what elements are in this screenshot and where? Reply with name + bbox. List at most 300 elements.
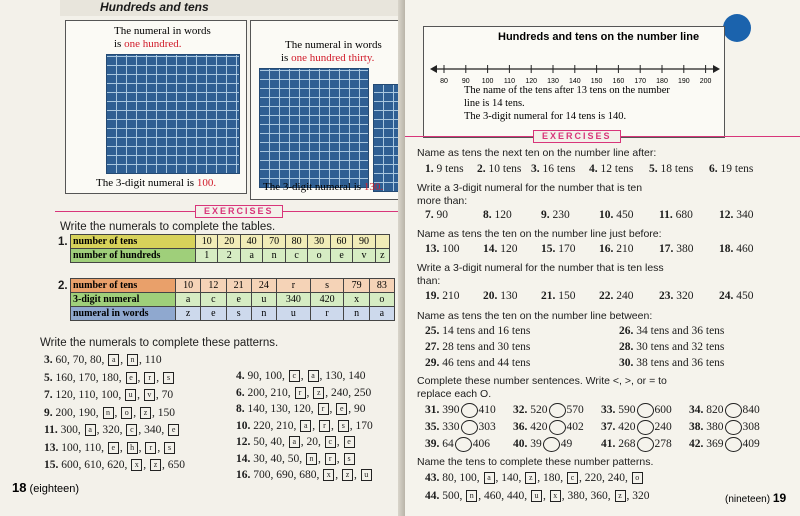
number-line-label: 160 [612, 78, 625, 85]
pattern-text: 200, 190, [55, 406, 102, 419]
answer-box: a [289, 436, 300, 448]
panel1-caption [96, 177, 216, 189]
table1-cell-empty [375, 235, 389, 249]
answer-box: a [108, 354, 119, 366]
item-number: 1. [425, 163, 437, 175]
exercise-item [709, 163, 753, 175]
panel1-line2-prefix: is [114, 38, 125, 50]
item-number: 34. [689, 404, 707, 417]
left-footer [12, 480, 79, 495]
item-number: 30. [619, 357, 637, 369]
pattern-text: 220, 210, [253, 419, 300, 432]
item-number: 35. [425, 421, 443, 434]
left-value: 820 [706, 404, 724, 417]
table1-cell: o [308, 249, 330, 263]
answer-box: z [140, 407, 151, 419]
item-value: 100 [442, 243, 460, 255]
separator: , [306, 386, 313, 399]
table1-cell: z [375, 249, 389, 263]
answer-box: c [126, 424, 137, 436]
pattern-tail: , 170 [349, 419, 373, 432]
exercise-instruction: Name the tens to complete these number patterns. [417, 456, 654, 468]
item-value: 19 tens [720, 163, 754, 175]
exercise-instruction: Name as tens the ten on the number line just before: [417, 228, 662, 240]
pattern-text: , 180, [537, 472, 566, 484]
item-value: 120 [500, 243, 518, 255]
item-number: 6. [709, 163, 721, 175]
table1-cell: v [353, 249, 375, 263]
item-value: 450 [616, 209, 634, 221]
table1-cell: e [330, 249, 352, 263]
exercise-item [599, 243, 634, 255]
item-number: 8. [236, 403, 248, 415]
table1-cell: c [285, 249, 307, 263]
left-value: 420 [618, 421, 636, 434]
number-line-label: 110 [503, 78, 515, 85]
right-value: 406 [472, 438, 490, 451]
answer-box: s [344, 453, 355, 465]
item-number: 31. [425, 404, 443, 417]
table2-cell: s [310, 279, 344, 293]
right-value: 402 [566, 421, 584, 434]
separator: , [114, 406, 121, 419]
exercise-item [659, 209, 693, 221]
item-number: 23. [659, 290, 677, 302]
pattern-item [44, 354, 162, 366]
exercise-item [477, 163, 521, 175]
item-number: 26. [619, 325, 637, 337]
table1-row-hundreds [71, 249, 390, 263]
separator: , [157, 441, 164, 454]
number-line-label: 130 [547, 78, 559, 85]
item-value: 10 tens [488, 163, 522, 175]
pattern-item [425, 490, 650, 502]
comparison-item [425, 403, 496, 418]
right-value: 409 [742, 438, 760, 451]
pattern-item [44, 459, 185, 471]
item-value: 210 [616, 243, 634, 255]
comparison-item [513, 437, 572, 452]
item-value: 240 [616, 290, 634, 302]
exercise-item [619, 357, 724, 369]
pattern-text: 60, 70, 80, [55, 354, 108, 366]
pattern-text: 80, 100, [442, 472, 483, 484]
number-line-label: 150 [590, 78, 603, 85]
table2-cell: x [344, 293, 369, 307]
exercise-item [425, 325, 530, 337]
panel2-line2 [281, 52, 374, 64]
item-number: 15. [541, 243, 559, 255]
answer-box: a [484, 472, 495, 484]
answer-box: z [525, 472, 536, 484]
item-number: 13. [425, 243, 443, 255]
answer-box: c [289, 370, 300, 382]
left-arrow-icon [430, 65, 437, 73]
nl-text-1: The name of the tens after 13 tens on the number [464, 85, 670, 96]
item-number: 43. [425, 472, 443, 484]
answer-box: z [313, 387, 324, 399]
table1-header-tens: number of tens [71, 235, 196, 249]
item-number: 40. [513, 438, 531, 451]
table2-cell: e [226, 293, 251, 307]
table1-cell: 1 [196, 249, 218, 263]
instruction-tables: Write the numerals to complete the tables. [60, 221, 276, 233]
item-number: 9. [541, 209, 553, 221]
item-number: 4. [236, 370, 248, 382]
item-number: 28. [619, 341, 637, 353]
comparison-item [601, 403, 672, 418]
item-number: 37. [601, 421, 619, 434]
right-footer [725, 491, 786, 505]
right-value: 308 [742, 421, 760, 434]
right-value: 303 [478, 421, 496, 434]
separator: , [312, 419, 318, 432]
number-line-panel [423, 26, 725, 138]
table2-cell: a [176, 293, 201, 307]
compare-circle [461, 403, 478, 418]
table1-cell: 80 [285, 235, 307, 249]
pattern-text: 160, 170, 180, [55, 371, 125, 384]
item-value: 14 tens and 16 tens [442, 325, 531, 337]
answer-box: n [466, 490, 477, 502]
compare-circle [455, 437, 472, 452]
item-number: 36. [513, 421, 531, 434]
pattern-item [44, 442, 176, 454]
item-number: 10. [236, 419, 254, 432]
pattern-text: 50, 40, [253, 436, 288, 448]
separator: , [156, 371, 162, 384]
right-page-title: Hundreds and tens on the number line [498, 31, 700, 43]
item-number: 42. [689, 438, 707, 451]
table1-row-tens [71, 235, 390, 249]
item-number: 18. [719, 243, 737, 255]
answer-box: h [127, 442, 138, 454]
pattern-item [236, 436, 356, 448]
answer-box: e [168, 424, 179, 436]
pattern-item [44, 389, 173, 401]
answer-box: s [164, 442, 175, 454]
exercise-item [541, 243, 576, 255]
table2-cell: e [201, 307, 226, 321]
table2-row-numeral [71, 293, 395, 307]
pattern-tail: , 130, 140 [319, 370, 366, 382]
answer-box: n [103, 407, 114, 419]
item-number: 9. [44, 406, 56, 419]
item-number: 33. [601, 404, 619, 417]
number-line [430, 55, 720, 87]
item-number: 8. [483, 209, 495, 221]
number-line-label: 170 [634, 78, 647, 85]
item-number: 29. [425, 357, 443, 369]
number-line-label: 180 [656, 78, 668, 85]
exercise-item [541, 209, 570, 221]
table2-number: 2. [58, 280, 68, 292]
exercise-item [659, 290, 694, 302]
item-number: 15. [44, 459, 62, 471]
table2-cell: z [176, 307, 201, 321]
table2-cell: u [277, 307, 311, 321]
item-number: 22. [599, 290, 617, 302]
pattern-tail: , 650 [162, 459, 185, 471]
answer-box: r [145, 442, 156, 454]
table1-cell: 70 [263, 235, 285, 249]
number-line-label: 120 [525, 78, 538, 85]
item-number: 4. [589, 163, 601, 175]
hundred-block-2 [259, 68, 369, 188]
item-number: 7. [44, 389, 56, 401]
right-value: 840 [742, 404, 760, 417]
right-value: 278 [654, 438, 672, 451]
table1-cell: n [263, 249, 285, 263]
item-value: 46 tens and 44 tens [442, 357, 531, 369]
pattern-text: , 140, [495, 472, 525, 484]
compare-circle [637, 420, 654, 435]
answer-box: n [306, 453, 317, 465]
answer-box: z [342, 469, 353, 481]
exercise-item [649, 163, 693, 175]
pattern-tail: , 90 [348, 403, 366, 415]
right-page-word: (nineteen) [725, 494, 771, 505]
comparison-item [513, 403, 584, 418]
pattern-item [236, 403, 366, 415]
right-value: 570 [566, 404, 584, 417]
exercise-item [531, 163, 575, 175]
exercise-item [425, 357, 530, 369]
compare-circle [461, 420, 478, 435]
item-number: 21. [541, 290, 559, 302]
panel2-highlight: one hundred thirty. [291, 52, 375, 64]
item-number: 14. [483, 243, 501, 255]
right-page-number: 19 [772, 491, 787, 505]
left-value: 64 [442, 438, 454, 451]
pattern-text: , [543, 490, 549, 502]
left-exercises-banner [55, 205, 400, 217]
answer-box: e [108, 442, 119, 454]
hundred-block [106, 54, 240, 174]
table2-cell: n [251, 307, 276, 321]
pattern-text: 30, 40, 50, [253, 452, 305, 465]
item-number: 12. [719, 209, 737, 221]
pattern-tail: , 240, 250 [325, 386, 372, 399]
comparison-item [601, 437, 672, 452]
number-line-label: 140 [568, 78, 581, 85]
item-number: 16. [236, 469, 254, 481]
separator: , [329, 403, 336, 415]
separator: , [119, 441, 126, 454]
panel2-caption [263, 181, 383, 193]
left-value: 590 [618, 404, 636, 417]
pattern-text: , 220, 240, [579, 472, 631, 484]
table2-header-words: numeral in words [71, 307, 176, 321]
item-number: 24. [719, 290, 737, 302]
item-number: 7. [425, 209, 437, 221]
table2-cell: 420 [310, 293, 344, 307]
exercise-instruction: Name as tens the next ten on the number line after: [417, 147, 657, 159]
left-value: 380 [706, 421, 724, 434]
separator: , [354, 469, 360, 481]
answer-box: r [319, 420, 330, 432]
item-value: 90 [436, 209, 448, 221]
comparison-item [689, 403, 760, 418]
exercise-instruction: replace each O. [417, 388, 492, 400]
separator: , [336, 436, 343, 448]
pattern-text: , 320 [626, 490, 650, 502]
item-value: 38 tens and 36 tens [636, 357, 725, 369]
left-page-title: Hundreds and tens [100, 0, 209, 14]
item-number: 13. [44, 441, 62, 454]
panel1-highlight: one hundred. [124, 38, 182, 50]
separator: , [331, 419, 337, 432]
number-line-label: 100 [481, 78, 494, 85]
right-value: 49 [560, 438, 573, 451]
left-page-word: (eighteen) [29, 483, 80, 495]
item-number: 12. [236, 436, 254, 448]
compare-circle [549, 403, 566, 418]
item-number: 20. [483, 290, 501, 302]
table2-cell: n [344, 307, 369, 321]
answer-box: o [121, 407, 132, 419]
exercise-item [483, 290, 518, 302]
table2-cell: c [201, 293, 226, 307]
answer-box: c [325, 436, 336, 448]
pattern-text: , 380, 360, [561, 490, 614, 502]
exercise-instruction: Complete these number sentences. Write <, >, or = to [417, 375, 667, 387]
item-value: 210 [442, 290, 460, 302]
item-value: 170 [558, 243, 576, 255]
answer-box: o [632, 472, 643, 484]
answer-box: r [144, 372, 155, 384]
table-numerals-words [70, 278, 395, 321]
item-value: 34 tens and 36 tens [636, 325, 725, 337]
pattern-text: 120, 110, 100, [55, 389, 125, 401]
table2-cell: 83 [369, 279, 394, 293]
comparison-item [513, 420, 584, 435]
left-value: 268 [618, 438, 636, 451]
left-title-bar [60, 0, 400, 16]
separator: , [336, 452, 343, 465]
left-value: 420 [530, 421, 548, 434]
table2-cell: s [226, 307, 251, 321]
table2-cell: 340 [277, 293, 311, 307]
pattern-tail: , 110 [139, 354, 162, 366]
number-line-label: 200 [699, 78, 712, 85]
table1-cell: 10 [196, 235, 218, 249]
panel-one-hundred-thirty [250, 20, 402, 200]
tens-rods [373, 84, 399, 192]
table2-row-words [71, 307, 395, 321]
answer-box: x [550, 490, 561, 502]
item-value: 320 [676, 290, 694, 302]
table1-cell: 2 [218, 249, 240, 263]
exercise-item [425, 209, 448, 221]
comparison-item [689, 437, 760, 452]
exercise-item [425, 163, 464, 175]
comparison-item [689, 420, 760, 435]
compare-circle [725, 437, 742, 452]
table2-cell: 10 [176, 279, 201, 293]
panel2-line2-prefix: is [281, 52, 292, 64]
exercise-item [619, 341, 724, 353]
answer-box: x [323, 469, 334, 481]
table2-cell: 21 [226, 279, 251, 293]
compare-circle [725, 420, 742, 435]
item-value: 380 [676, 243, 694, 255]
table2-cell: o [369, 293, 394, 307]
pattern-tail: , 70 [155, 389, 174, 401]
panel2-caption-text: The 3-digit numeral is [263, 181, 364, 193]
answer-box: a [300, 420, 311, 432]
answer-box: u [531, 490, 542, 502]
answer-box: n [127, 354, 138, 366]
item-value: 460 [736, 243, 754, 255]
separator: , [137, 371, 144, 384]
exercise-item [541, 290, 576, 302]
answer-box: s [163, 372, 174, 384]
right-value: 410 [478, 404, 496, 417]
exercise-instruction: Write a 3-digit numeral for the number that is ten [417, 182, 643, 194]
answer-box: r [318, 403, 329, 415]
left-value: 330 [442, 421, 460, 434]
exercise-item [425, 341, 530, 353]
table1-cell: 30 [308, 235, 330, 249]
right-exercises-banner [405, 130, 800, 142]
pattern-item [236, 420, 373, 432]
answer-box: c [567, 472, 578, 484]
exercise-instruction: more than: [417, 195, 468, 207]
item-value: 120 [494, 209, 512, 221]
item-value: 30 tens and 32 tens [636, 341, 725, 353]
panel1-caption-value: 100. [196, 177, 217, 189]
exercise-instruction: Write a 3-digit numeral for the number that is ten less [417, 262, 664, 274]
separator: , [300, 370, 307, 382]
separator: , [133, 406, 139, 419]
table1-number: 1. [58, 236, 68, 248]
pattern-text: 300, [60, 424, 84, 436]
answer-box: e [336, 403, 347, 415]
item-number: 39. [425, 438, 443, 451]
pattern-item [236, 469, 373, 481]
comparison-item [601, 420, 672, 435]
item-number: 5. [649, 163, 661, 175]
exercise-item [659, 243, 694, 255]
table2-row-tens [71, 279, 395, 293]
table2-cell: a [369, 307, 394, 321]
table1-cell: a [240, 249, 262, 263]
item-number: 5. [44, 371, 56, 384]
table2-cell: 24 [251, 279, 276, 293]
item-value: 9 tens [436, 163, 464, 175]
answer-box: s [338, 420, 349, 432]
left-value: 39 [530, 438, 542, 451]
pattern-text: 600, 610, 620, [61, 459, 131, 471]
pattern-item [44, 372, 175, 384]
left-exercises-label: EXERCISES [195, 205, 283, 218]
pattern-tail: , 150 [152, 406, 175, 419]
number-line-label: 90 [461, 78, 470, 85]
exercise-item [619, 325, 724, 337]
exercise-item [589, 163, 633, 175]
pattern-text: 200, 210, [247, 386, 294, 399]
exercise-item [599, 209, 634, 221]
item-value: 340 [736, 209, 754, 221]
panel2-line1: The numeral in words [285, 39, 382, 51]
pattern-tail: , 320, [96, 424, 126, 436]
item-value: 18 tens [660, 163, 694, 175]
compare-circle [637, 437, 654, 452]
pattern-item [425, 472, 644, 484]
pattern-item [236, 453, 356, 465]
item-value: 28 tens and 30 tens [442, 341, 531, 353]
